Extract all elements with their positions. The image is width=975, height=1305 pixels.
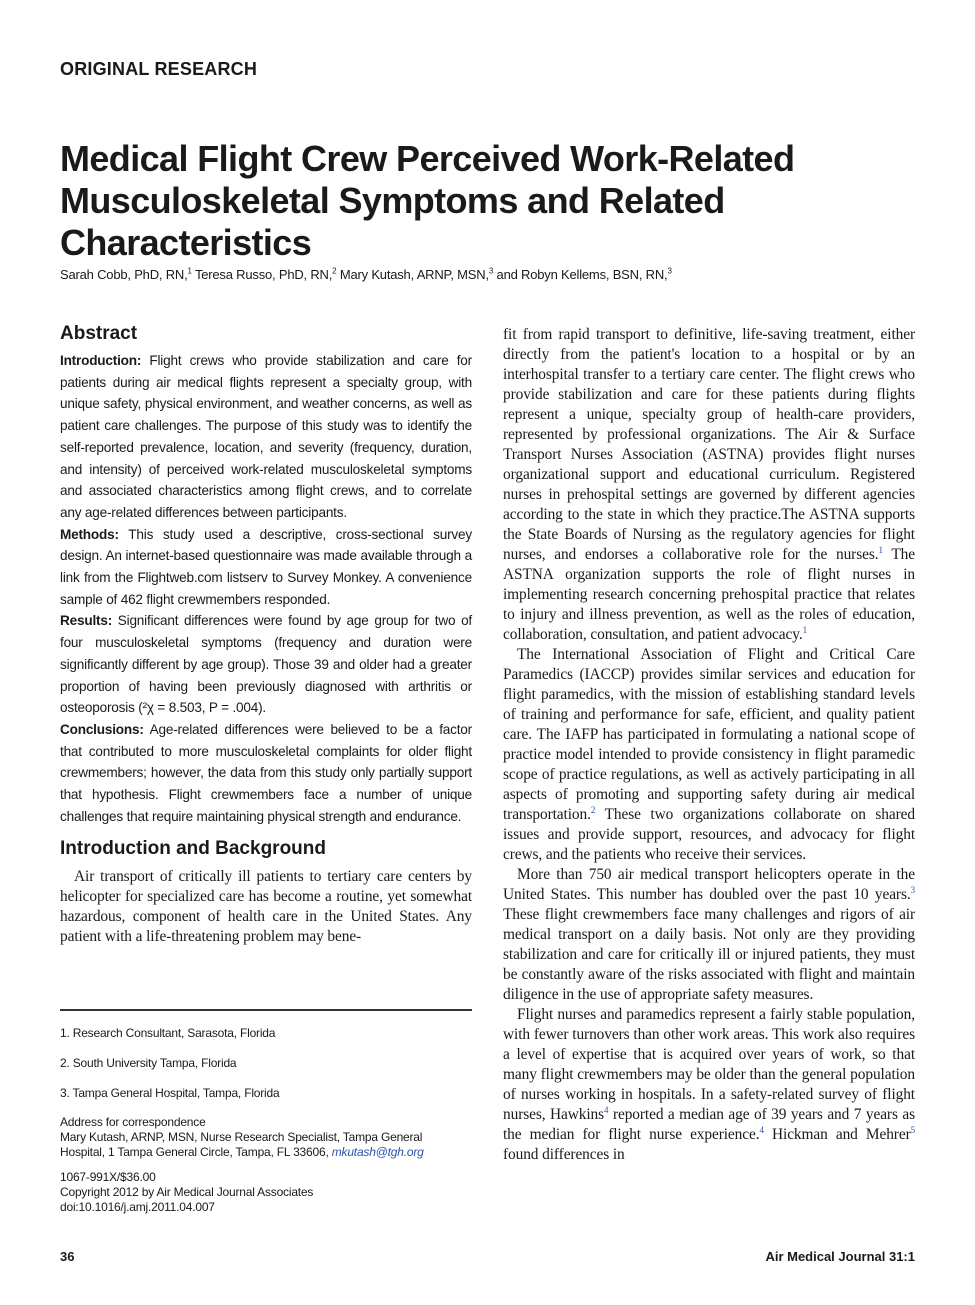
reference-link[interactable]: 1 xyxy=(878,544,883,555)
body-text: found differences in xyxy=(503,1146,625,1163)
author-name: Mary Kutash, ARNP, MSN, xyxy=(336,267,489,282)
body-text: These two organizations collaborate on shared issues and provide support, resources, and advocacy for flight crews, and the patients who receive their services. xyxy=(503,806,915,863)
correspondence-line xyxy=(60,1145,472,1160)
article-title: Medical Flight Crew Perceived Work-Related Musculoskeletal Symptoms and Related Characteristics xyxy=(60,138,795,263)
correspondence-email-link[interactable]: mkutash@tgh.org xyxy=(331,1145,424,1159)
author-name: Sarah Cobb, PhD, RN, xyxy=(60,267,188,282)
abstract-section-label: Conclusions: xyxy=(60,721,144,737)
body-text: The ASTNA organization supports the role of flight nurses in implementing research concerning prehospital practice that relates to injury and illness prevention, as well as the roles of education, collaboration, consultation, and patient advocacy. xyxy=(503,546,915,643)
author-list xyxy=(60,267,940,282)
abstract-results xyxy=(60,610,472,719)
abstract-section-label: Introduction: xyxy=(60,353,142,368)
journal-name: Air Medical Journal 31:1 xyxy=(765,1249,915,1264)
body-text: fit from rapid transport to definitive, life-saving treatment, either directly from the patient's location to a hospital or by an interhospital transfer to a tertiary care center. The flight crews who provide stabilization and care for these patients during flights represent a unique, specialty group of health-care providers, represented by professional organizations. The Air & Surface Transport Nurses Association (ASTNA) provides flight nurses organizational support and educational curriculum. Registered nurses in prehospital settings are governed by different agencies according to the state in which they practice.The ASTNA supports the State Boards of Nursing as the regulatory agencies for flight nurses, and endorses a collaborative role for the nurses. xyxy=(503,326,915,563)
abstract-conclusions xyxy=(60,719,472,828)
body-paragraph xyxy=(503,325,915,645)
footnotes xyxy=(60,1025,472,1215)
footnote-divider xyxy=(60,1009,472,1011)
affiliation-footnote: 3. Tampa General Hospital, Tampa, Florida xyxy=(60,1086,280,1100)
reference-link[interactable]: 1 xyxy=(802,624,807,635)
left-column xyxy=(60,322,472,947)
affiliation-mark: 3 xyxy=(667,266,672,276)
author-name: Teresa Russo, PhD, RN, xyxy=(191,267,333,282)
introduction-heading: Introduction and Background xyxy=(60,838,326,860)
affiliation-footnote: 1. Research Consultant, Sarasota, Florida xyxy=(60,1026,276,1040)
abstract-text: Age-related differences were believed to be a factor that contributed to more musculoskeletal complaints for older flight crewmembers; however, the data from this study only partially support that hypothesis. Flight crewmembers face a number of unique challenges that require maintaining physical strength and endurance. xyxy=(60,721,472,824)
body-paragraph xyxy=(503,865,915,1005)
doi-line: doi:10.1016/j.amj.2011.04.007 xyxy=(60,1200,215,1214)
abstract-heading: Abstract xyxy=(60,323,138,344)
section-label: ORIGINAL RESEARCH xyxy=(60,59,258,79)
body-paragraph xyxy=(503,645,915,865)
reference-link[interactable]: 5 xyxy=(910,1124,915,1135)
correspondence-label: Address for correspondence xyxy=(60,1115,206,1129)
body-text: Flight nurses and paramedics represent a fairly stable population, with fewer turnovers than other work areas. This work also requires a level of expertise that is acquired over years of work, so that many flight crewmembers may be older than the general population of nurses working in hospitals. In a safety-related survey of flight nurses, Hawkins xyxy=(503,1006,915,1123)
body-text: Hickman and Mehrer xyxy=(763,1126,911,1143)
affiliation-mark: 3 xyxy=(488,266,494,276)
reference-link[interactable]: 3 xyxy=(910,884,915,895)
abstract-methods xyxy=(60,524,472,611)
body-text: The International Association of Flight and Critical Care Paramedics (IACCP) provides similar services and education for flight paramedics, with the mission of establishing standard levels of training and performance for safe, efficient, and quality patient care. The IAFP has participated in formulating a national scope of practice model intended to provide consistency in flight paramedic scope of practice regulations, as well as actively participating in all aspects of promoting and supporting safety during air medical transportation. xyxy=(503,646,915,823)
affiliation-mark: 1 xyxy=(187,266,192,276)
reference-link[interactable]: 2 xyxy=(590,804,596,815)
affiliation-footnote: 2. South University Tampa, Florida xyxy=(60,1056,237,1070)
body-paragraph: Air transport of critically ill patients to tertiary care centers by helicopter for specialized care has become a routine, yet somewhat hazardous, component of health care in the United States. Any patient with a life-threatening problem may bene- xyxy=(60,868,472,946)
abstract-text: This study used a descriptive, cross-sectional survey design. An internet-based questionnaire was made available through a link from the Flightweb.com listserv to Survey Monkey. A convenience sample of 462 flight crewmembers responded. xyxy=(60,526,472,607)
abstract-section-label: Results: xyxy=(60,613,113,629)
copyright-line: Copyright 2012 by Air Medical Journal Associates xyxy=(60,1185,314,1199)
abstract-introduction xyxy=(60,350,472,524)
affiliation-mark: 2 xyxy=(332,266,337,276)
body-text: reported a median age of 39 years and 7 years as the median for flight nurse experience. xyxy=(503,1106,915,1143)
abstract-section-label: Methods: xyxy=(60,526,119,542)
reference-link[interactable]: 4 xyxy=(604,1104,609,1115)
body-text: More than 750 air medical transport helicopters operate in the United States. This number has doubled over the past 10 years. xyxy=(503,866,915,903)
abstract-text: Flight crews who provide stabilization and care for patients during air medical flights represent a specialty group, with unique safety, physical environment, and weather concerns, as well as patient care challenges. The purpose of this study was to identify the self-reported prevalence, location, and severity (frequency, duration, and intensity) of perceived work-related musculoskeletal symptoms and associated characteristics among flight crews, and to correlate any age-related differences between participants. xyxy=(60,353,472,520)
correspondence-address: Hospital, 1 Tampa General Circle, Tampa, FL 33606, xyxy=(60,1145,332,1159)
body-paragraph xyxy=(503,1005,915,1165)
right-column xyxy=(503,325,915,1165)
abstract-text: Significant differences were found by age group for two of four musculoskeletal symptoms (frequency and duration were significantly different by age group). Those 39 and older had a greater proportion of having been previously diagnosed with arthritis or osteoporosis (²χ = 8.503, P = .004). xyxy=(60,613,472,716)
correspondence-line: Mary Kutash, ARNP, MSN, Nurse Research Specialist, Tampa General xyxy=(60,1130,423,1144)
price-line: 1067-991X/$36.00 xyxy=(60,1170,156,1184)
body-text: These flight crewmembers face many challenges and rigors of air medical transport on a daily basis. Not only are they providing stabilization and care for critically ill or injured patients, they must be constantly aware of the risks associated with flight and maintain diligence in the use of appropriate safety measures. xyxy=(503,906,915,1003)
author-name: and Robyn Kellems, BSN, RN, xyxy=(493,267,668,282)
page-number: 36 xyxy=(60,1249,75,1264)
reference-link[interactable]: 4 xyxy=(759,1124,764,1135)
